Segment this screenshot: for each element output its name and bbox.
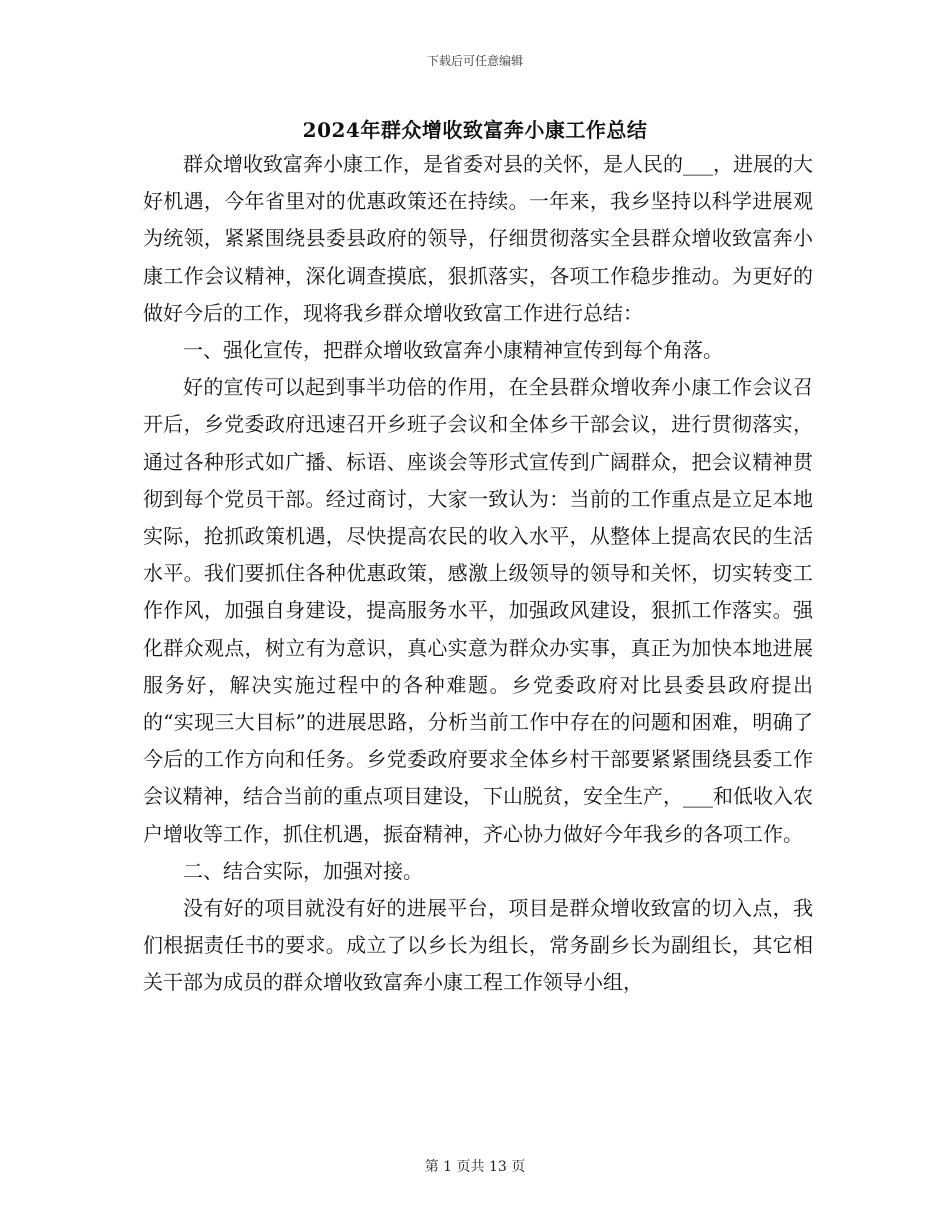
header-note: 下载后可任意编辑 (426, 54, 523, 68)
page-number: 第 1 页共 13 页 (424, 1159, 526, 1175)
document-title: 2024年群众增收致富奔小康工作总结 (302, 118, 648, 142)
document-body (143, 146, 813, 1002)
paragraph-intro: 群众增收致富奔小康工作，是省委对县的关怀，是人民的___，进展的大好机遇，今年省里对的优惠政策还在持续。一年来，我乡坚持以科学进展观为统领，紧紧围绕县委县政府的领导，仔细贯彻落实全县群众增收致富奔小康工作会议精神，深化调查摸底，狠抓落实，各项工作稳步推动。为更好的做好今后的工作，现将我乡群众增收致富工作进行总结： (143, 152, 813, 325)
section-heading-2: 二、结合实际，加强对接。 (183, 858, 423, 883)
paragraph-projects: 没有好的项目就没有好的进展平台，项目是群众增收致富的切入点，我们根据责任书的要求。成立了以乡长为组长，常务副乡长为副组长，其它相关干部为成员的群众增收致富奔小康工程工作领导小组， (143, 896, 813, 995)
paragraph-publicity: 好的宣传可以起到事半功倍的作用，在全县群众增收奔小康工作会议召开后，乡党委政府迅速召开乡班子会议和全体乡干部会议，进行贯彻落实，通过各种形式如广播、标语、座谈会等形式宣传到广阔群众，把会议精神贯彻到每个党员干部。经过商讨，大家一致认为：当前的工作重点是立足本地实际，抢抓政策机遇，尽快提高农民的收入水平，从整体上提高农民的生活水平。我们要抓住各种优惠政策，感激上级领导的领导和关怀，切实转变工作作风，加强自身建设，提高服务水平，加强政风建设，狠抓工作落实。强化群众观点，树立有为意识，真心实意为群众办实事，真正为加快本地进展服务好，解决实施过程中的各种难题。乡党委政府对比县委县政府提出的“实现三大目标”的进展思路，分析当前工作中存在的问题和困难，明确了今后的工作方向和任务。乡党委政府要求全体乡村干部要紧紧围绕县委工作会议精神，结合当前的重点项目建设，下山脱贫，安全生产，___和低收入农户增收等工作，抓住机遇，振奋精神，齐心协力做好今年我乡的各项工作。 (143, 375, 813, 846)
section-heading-1: 一、强化宣传，把群众增收致富奔小康精神宣传到每个角落。 (183, 338, 723, 363)
